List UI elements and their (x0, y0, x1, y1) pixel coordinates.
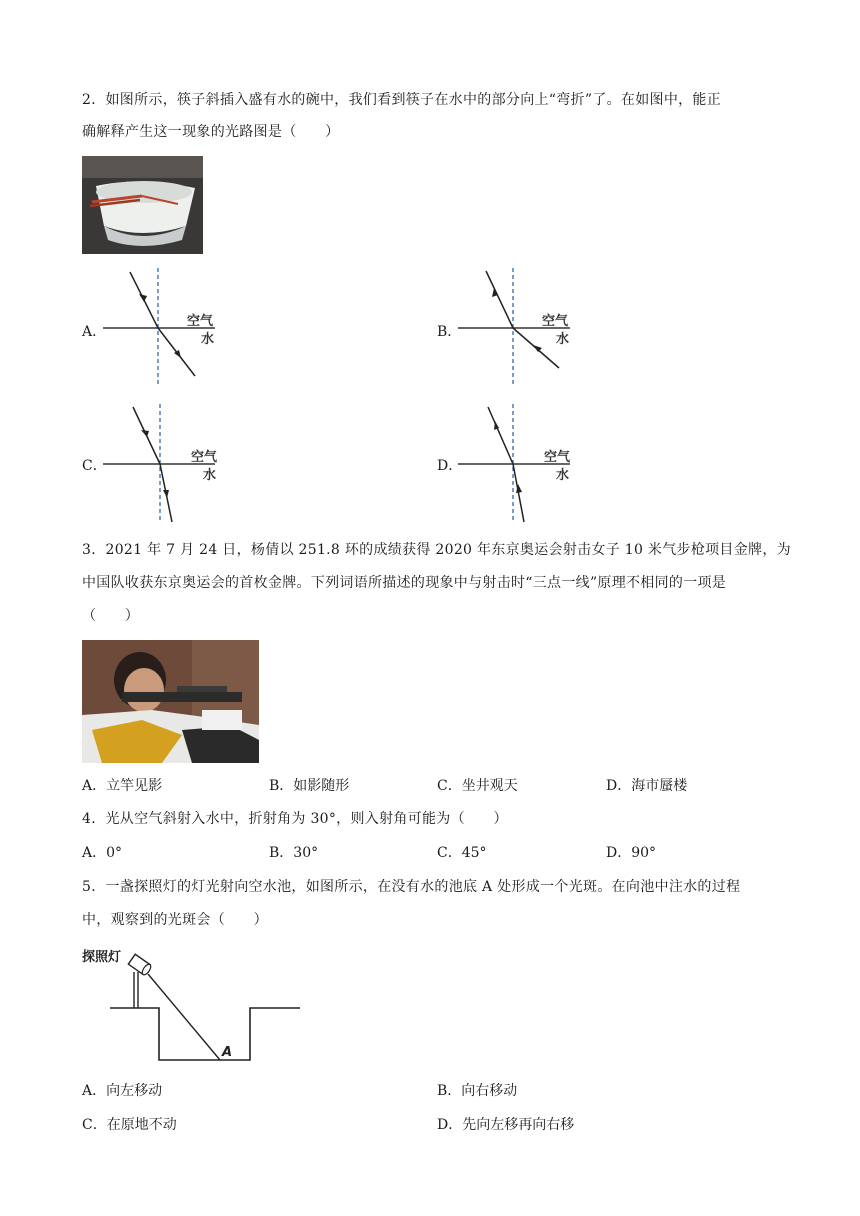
air-label: 空气 (191, 450, 218, 465)
q4-option-d[interactable]: D．90° (606, 845, 657, 861)
q2-option-b-label[interactable]: B． (437, 324, 462, 340)
q2-option-a-diagram (103, 268, 228, 388)
water-label: 水 (556, 468, 570, 483)
q3-option-a[interactable]: A．立竿见影 (82, 778, 163, 794)
q3-stem-line1: 3．2021 年 7 月 24 日，杨倩以 251.8 环的成绩获得 2020 年东京奥运会射击女子 10 米气步枪项目金牌，为 (82, 542, 791, 558)
q4-stem: 4．光从空气斜射入水中，折射角为 30°，则入射角可能为（ ） (82, 811, 508, 827)
q2-option-b-diagram (458, 268, 583, 388)
air-label: 空气 (542, 314, 569, 329)
q5-option-d[interactable]: D．先向左移再向右移 (437, 1117, 575, 1133)
q4-option-a[interactable]: A．0° (82, 845, 123, 861)
water-label: 水 (203, 468, 217, 483)
q2-stem-line2: 确解释产生这一现象的光路图是（ ） (82, 124, 340, 140)
q2-option-c-label[interactable]: C． (82, 458, 107, 474)
q3-option-b[interactable]: B．如影随形 (269, 778, 350, 794)
q3-stem-line3: （ ） (82, 608, 140, 624)
q5-option-b[interactable]: B．向右移动 (437, 1083, 518, 1099)
q2-option-d-diagram (458, 404, 583, 524)
air-label: 空气 (544, 450, 571, 465)
q3-option-c[interactable]: C．坐井观天 (437, 778, 518, 794)
q5-stem-line1: 5．一盏探照灯的灯光射向空水池，如图所示，在没有水的池底 A 处形成一个光斑。在向池中注水的过程 (82, 879, 741, 895)
q3-stem-line2: 中国队收获东京奥运会的首枚金牌。下列词语所描述的现象中与射击时“三点一线”原理不相同的一项是 (82, 575, 727, 591)
q2-stem-line1: 2．如图所示，筷子斜插入盛有水的碗中，我们看到筷子在水中的部分向上“弯折”了。在如图中，能正 (82, 92, 722, 108)
q2-option-a-label[interactable]: A． (82, 324, 107, 340)
q5-option-a[interactable]: A．向左移动 (82, 1083, 163, 1099)
q5-stem-line2: 中，观察到的光斑会（ ） (82, 912, 268, 928)
point-a-label: A (222, 1045, 233, 1060)
air-label: 空气 (187, 314, 214, 329)
q2-option-d-label[interactable]: D． (437, 458, 463, 474)
q4-option-c[interactable]: C．45° (437, 845, 487, 861)
q5-option-c[interactable]: C．在原地不动 (82, 1117, 177, 1133)
shooter-photo (82, 640, 259, 763)
bowl-chopsticks-photo (82, 156, 203, 254)
searchlight-label: 探照灯 (82, 950, 122, 965)
q3-option-d[interactable]: D．海市蜃楼 (606, 778, 688, 794)
water-label: 水 (201, 332, 215, 347)
water-label: 水 (556, 332, 570, 347)
searchlight-pool-figure (82, 944, 304, 1066)
q4-option-b[interactable]: B．30° (269, 845, 319, 861)
q2-option-c-diagram (103, 404, 228, 524)
